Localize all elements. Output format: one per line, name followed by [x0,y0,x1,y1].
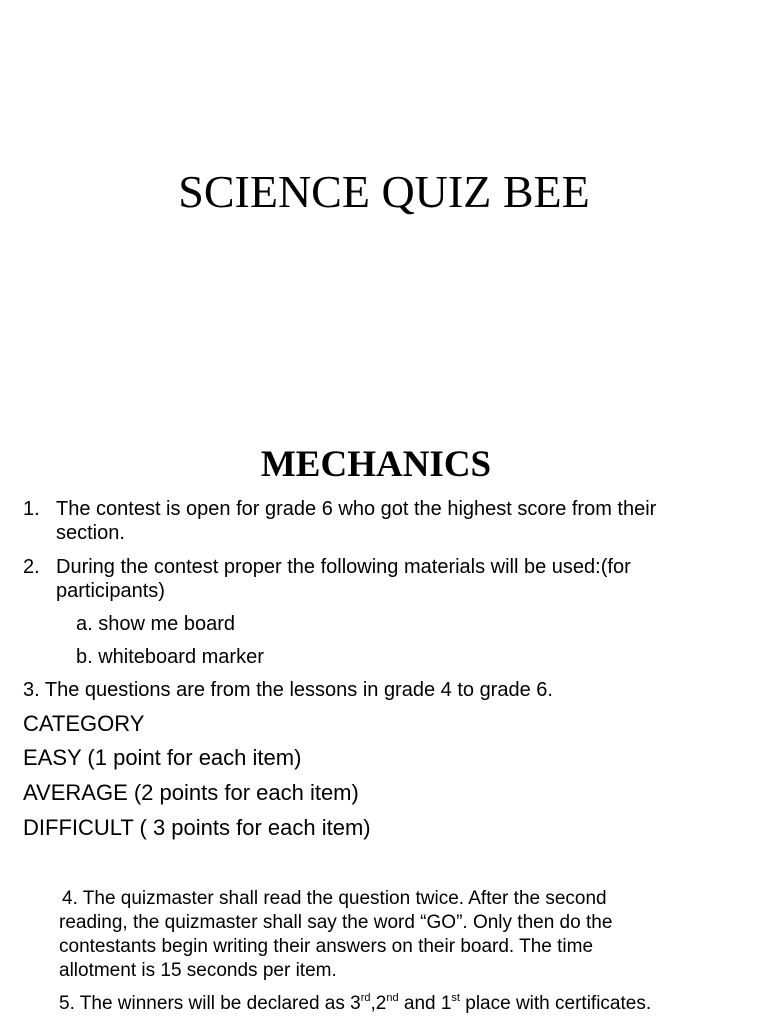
item-1-number: 1. [23,498,40,520]
item-1-line-1: The contest is open for grade 6 who got the highest score from their [56,498,657,520]
material-item: a. show me board [76,613,235,635]
category-label: CATEGORY [23,711,145,736]
item-4-line-3: contestants begin writing their answers on their board. The time [59,936,594,957]
item-1-line-2: section. [56,522,125,544]
item-4-line-1: 4. The quizmaster shall read the question twice. After the second [62,888,607,909]
item-2-line-1: During the contest proper the following materials will be used:(for [56,556,631,578]
item-4-line-4: allotment is 15 seconds per item. [59,960,337,981]
item-2-number: 2. [23,556,40,578]
category-level-difficult: DIFFICULT ( 3 points for each item) [23,815,371,840]
slide-title: SCIENCE QUIZ BEE [178,166,590,217]
item-3-text: 3. The questions are from the lessons in grade 4 to grade 6. [23,679,553,701]
material-item: b. whiteboard marker [76,646,264,668]
item-4-line-2: reading, the quizmaster shall say the word “GO”. Only then do the [59,912,613,933]
item-5-text: 5. The winners will be declared as 3rd,2nd and 1st place with certificates. [59,992,652,1014]
mechanics-heading: MECHANICS [260,444,492,485]
category-level-easy: EASY (1 point for each item) [23,745,302,770]
category-level-average: AVERAGE (2 points for each item) [23,780,359,805]
item-2-line-2: participants) [56,580,165,602]
